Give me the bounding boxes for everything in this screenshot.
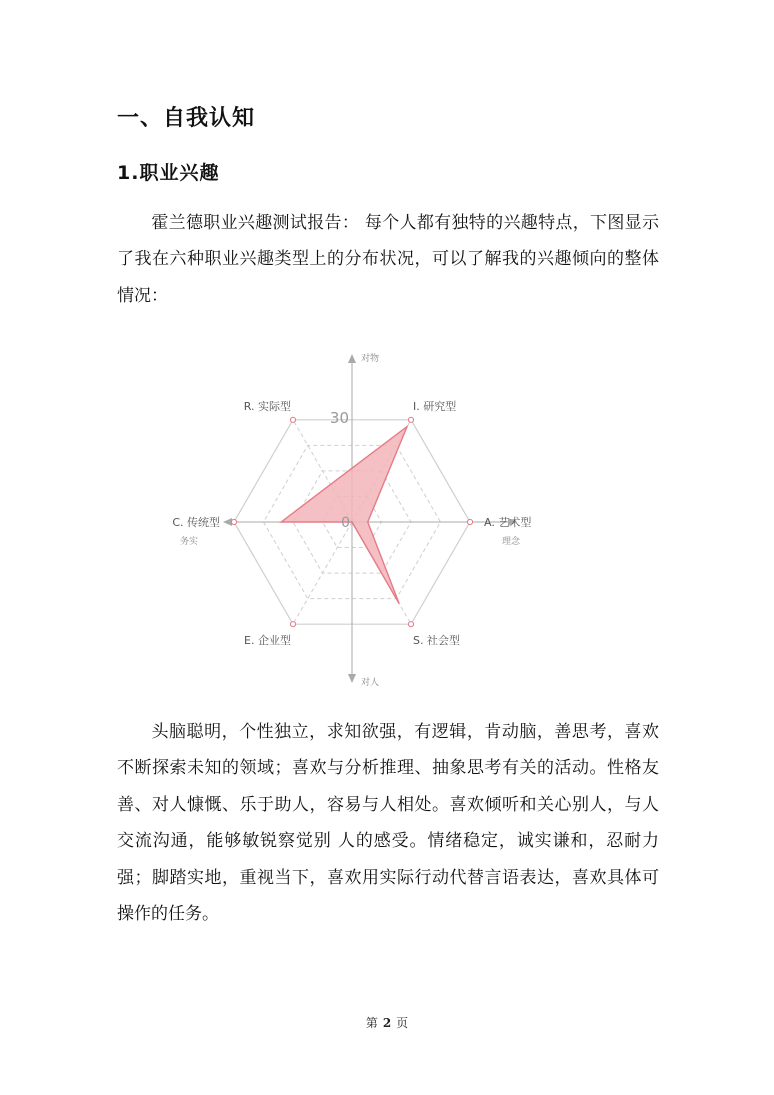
footer-suffix: 页 (396, 1016, 409, 1030)
category-label-4: E. 企业型 (244, 634, 291, 648)
page-footer (0, 1014, 774, 1031)
holland-radar-chart (140, 345, 560, 695)
axis-label-right: 理念 (501, 537, 520, 547)
tick-label-max: 30 (329, 409, 349, 427)
vertex-marker-5 (231, 519, 236, 524)
arrow-left-icon (223, 518, 232, 526)
intro-paragraph (117, 205, 659, 314)
vertex-marker-6 (290, 417, 295, 422)
radar-svg (140, 345, 560, 695)
category-label-3: S. 社会型 (413, 634, 460, 648)
intro-text: 霍兰德职业兴趣测试报告： 每个人都有独特的兴趣特点，下图显示了我在六种职业兴趣类型上的分布状况，可以了解我的兴趣倾向的整体情况： (117, 213, 659, 306)
footer-prefix: 第 (365, 1016, 378, 1030)
vertex-marker-3 (408, 622, 413, 627)
section-title: 一、自我认知 (117, 106, 256, 131)
description-paragraph (117, 714, 659, 932)
description-text: 头脑聪明，个性独立，求知欲强，有逻辑，肯动脑，善思考，喜欢不断探索未知的领域；喜欢与分析推理、抽象思考有关的活动。性格友善、对人慷慨、乐于助人，容易与人相处。喜欢倾听和关心别人，与人交流沟通，能够敏锐察觉别 人的感受。情绪稳定，诚实谦和，忍耐力强；脚踏实地，重视当下，喜欢用实际行动代替言语表达，喜欢具体可操作的任务。 (117, 722, 659, 925)
axis-label-bottom: 对人 (361, 678, 380, 688)
category-label-1: I. 研究型 (413, 399, 457, 413)
vertex-marker-2 (467, 519, 472, 524)
axis-label-left: 务实 (180, 537, 199, 547)
category-label-6: R. 实际型 (243, 399, 291, 413)
arrow-up-icon (348, 354, 356, 363)
category-label-5: C. 传统型 (172, 516, 220, 529)
subsection-title: 1.职业兴趣 (117, 162, 220, 184)
category-label-2: A. 艺术型 (484, 516, 532, 529)
axis-label-top: 对物 (361, 354, 380, 364)
footer-page-number: 2 (382, 1016, 392, 1030)
arrow-down-icon (348, 674, 356, 683)
tick-label-min: 0 (341, 515, 350, 531)
vertex-marker-1 (408, 417, 413, 422)
vertex-marker-4 (290, 622, 295, 627)
